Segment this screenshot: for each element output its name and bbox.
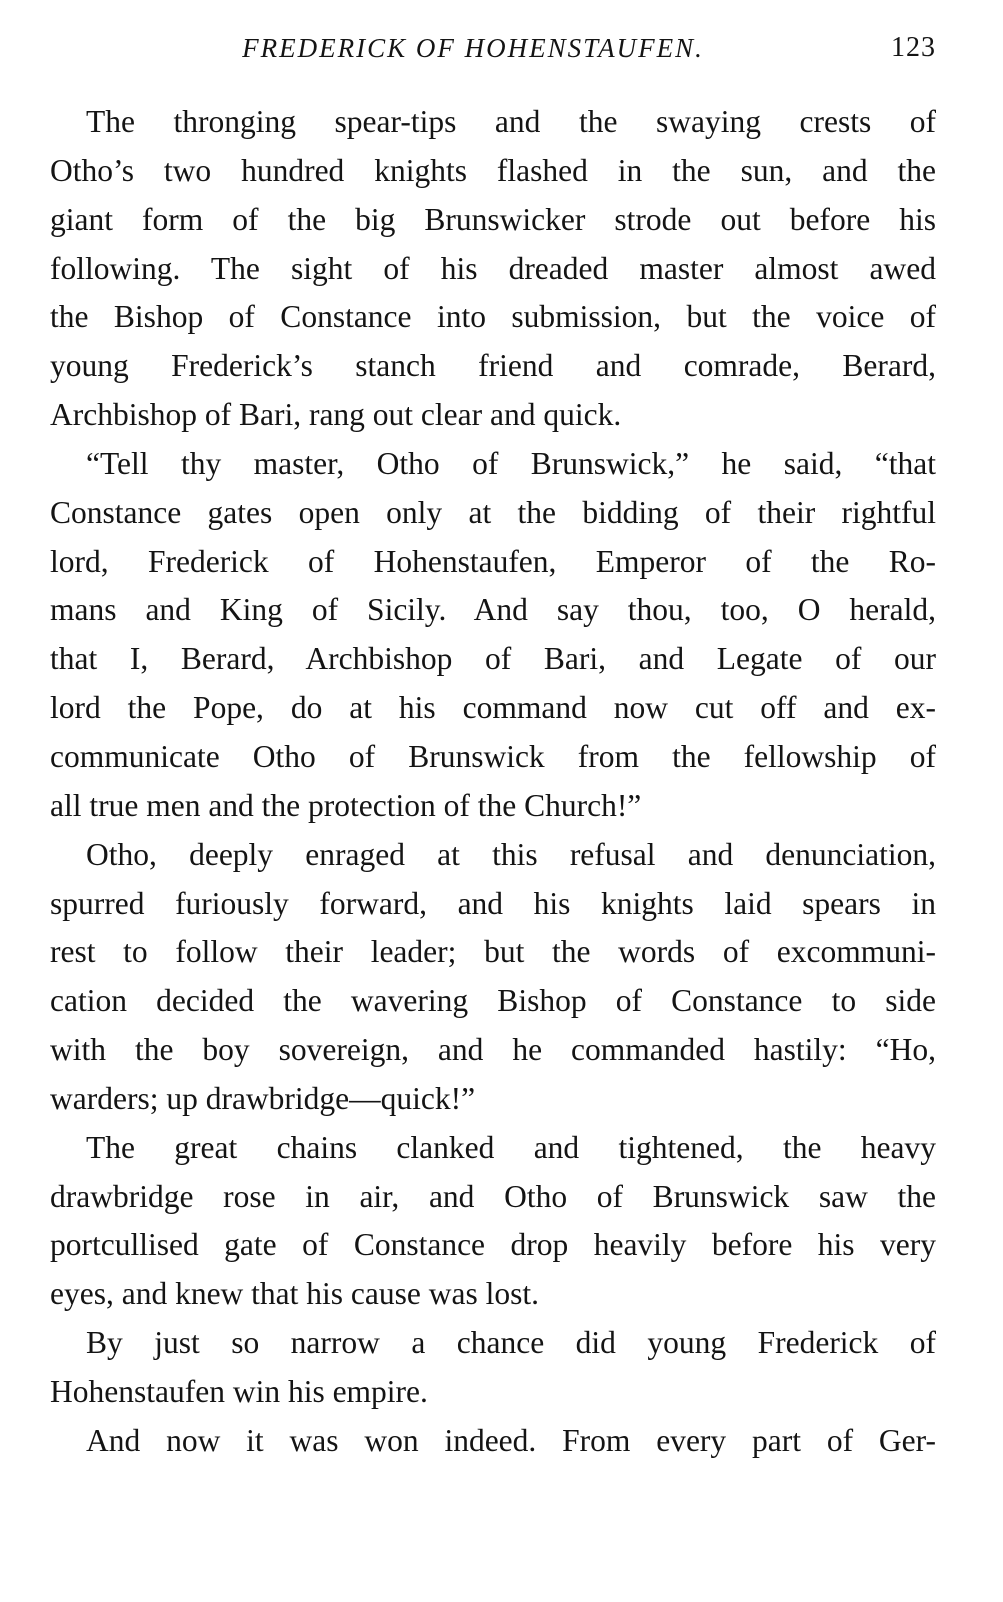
text-line: all true men and the protection of the Church!” xyxy=(50,787,642,823)
running-header xyxy=(50,30,936,70)
paragraph-won-indeed xyxy=(50,1417,936,1466)
text-line: eyes, and knew that his cause was lost. xyxy=(50,1276,540,1312)
text-line: spurred furiously forward, and his knights laid spears in xyxy=(50,885,936,921)
text-line: And now it was won indeed. From every part of Ger- xyxy=(86,1422,936,1458)
paragraph-drawbridge xyxy=(50,1124,936,1319)
text-line: rest to follow their leader; but the words of excommuni- xyxy=(50,934,936,970)
text-line: “Tell thy master, Otho of Brunswick,” he said, “that xyxy=(86,445,936,481)
text-line: Otho, deeply enraged at this refusal and denunciation, xyxy=(86,836,936,872)
text-line: warders; up drawbridge—quick!” xyxy=(50,1080,476,1116)
text-line: lord, Frederick of Hohenstaufen, Emperor of the Ro- xyxy=(50,543,936,579)
text-line: cation decided the wavering Bishop of Constance to side xyxy=(50,983,936,1019)
text-line: the Bishop of Constance into submission, but the voice of xyxy=(50,299,936,335)
text-line: portcullised gate of Constance drop heavily before his very xyxy=(50,1227,936,1263)
text-line: Archbishop of Bari, rang out clear and quick. xyxy=(50,397,622,433)
paragraph-narrow-chance xyxy=(50,1319,936,1417)
text-line: that I, Berard, Archbishop of Bari, and Legate of our xyxy=(50,641,936,677)
running-title: FREDERICK OF HOHENSTAUFEN. xyxy=(242,33,704,63)
text-line: Constance gates open only at the bidding of their rightful xyxy=(50,494,936,530)
text-line: with the boy sovereign, and he commanded hastily: “Ho, xyxy=(50,1032,936,1068)
text-line: The great chains clanked and tightened, the heavy xyxy=(86,1129,936,1165)
text-line: giant form of the big Brunswicker strode out before his xyxy=(50,201,936,237)
text-line: communicate Otho of Brunswick from the fellowship of xyxy=(50,738,936,774)
text-line: Hohenstaufen win his empire. xyxy=(50,1373,428,1409)
text-line: The thronging spear-tips and the swaying crests of xyxy=(86,104,936,139)
body-text xyxy=(50,98,936,1466)
text-line: mans and King of Sicily. And say thou, too, O herald, xyxy=(50,592,936,628)
paragraph-otho-enraged xyxy=(50,831,936,1124)
text-line: By just so narrow a chance did young Frederick of xyxy=(86,1325,936,1361)
text-line: young Frederick’s stanch friend and comrade, Berard, xyxy=(50,348,936,384)
text-line: Otho’s two hundred knights flashed in the sun, and the xyxy=(50,152,936,188)
text-line: following. The sight of his dreaded master almost awed xyxy=(50,250,936,286)
paragraph-otho-knights xyxy=(50,98,936,440)
paragraph-berard-speech xyxy=(50,440,936,831)
text-line: lord the Pope, do at his command now cut off and ex- xyxy=(50,690,936,726)
page-number: 123 xyxy=(891,32,936,63)
text-line: drawbridge rose in air, and Otho of Brunswick saw the xyxy=(50,1178,936,1214)
